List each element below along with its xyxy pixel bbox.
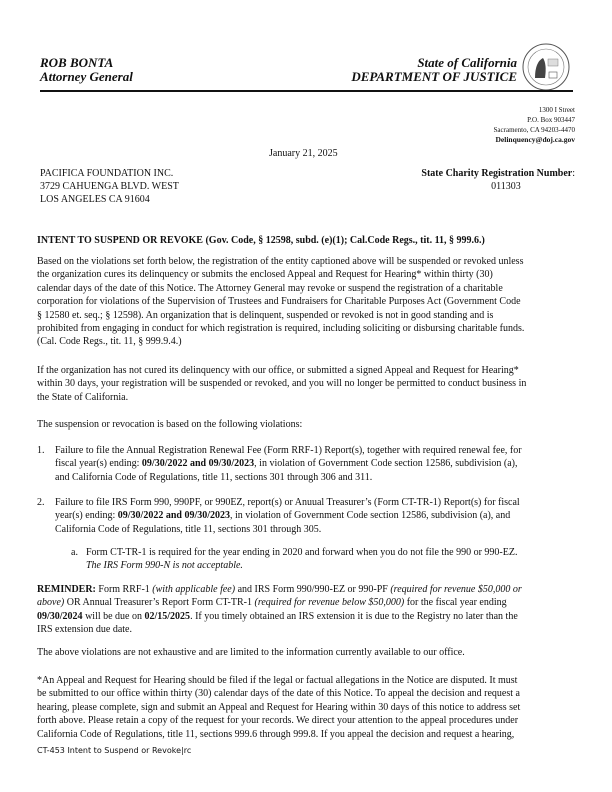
- text-segment: Form CT-TR-1 is required for the year ending in 2020 and forward when you do not file the 990 or 990-EZ.: [86, 547, 518, 558]
- text-segment: for the fiscal year ending: [404, 597, 507, 609]
- paragraph-consequence-line: [37, 378, 526, 390]
- violation-item-2-line: [55, 497, 520, 509]
- text-segment: *An Appeal and Request for Hearing should be filed if the legal or factual allegations in the Notice are disputed. It must: [37, 675, 518, 686]
- text-segment: the organization cures its delinquency or submits the enclosed Appeal and Request for Hearing* within thirty (30): [37, 269, 493, 281]
- paragraph-intro-line: [37, 296, 521, 308]
- reminder-paragraph-line: [37, 611, 518, 623]
- violation-item-1-line: [55, 472, 372, 484]
- office-city: Sacramento, CA 94203-4470: [493, 126, 575, 134]
- text-segment: . If you timely obtained an IRS extension it is due to the Registry no later than the: [190, 610, 518, 622]
- text-segment: REMINDER:: [37, 584, 96, 595]
- office-po-box: P.O. Box 903447: [527, 116, 575, 124]
- text-segment: calendar days of the date of this Notice. The Attorney General may revoke or suspend the registration of a charitable: [37, 282, 503, 294]
- paragraph-consequence-line: [37, 392, 128, 404]
- reminder-paragraph-line: [37, 597, 507, 609]
- text-segment: Based on the violations set forth below, the registration of the entity captioned above will be suspended or revoked unless: [37, 256, 524, 267]
- text-segment: § 12580 et. seq.; § 12598). An organization that is delinquent, suspended or revoked is not in good standing and is: [37, 309, 494, 321]
- appeal-paragraph-line: [37, 729, 514, 741]
- registration-label: [421, 168, 575, 180]
- text-segment: (required for revenue below $50,000): [254, 597, 405, 609]
- appeal-paragraph-line: [37, 702, 520, 714]
- text-segment: and IRS Form 990/990-EZ or 990-PF: [235, 584, 391, 595]
- text-segment: hearing, please complete, sign and submit an Appeal and Request for Hearing within 30 days of this notice to address set: [37, 701, 521, 713]
- reminder-paragraph-line: [37, 624, 132, 636]
- violation-item-1-line: [55, 458, 517, 470]
- text-segment: prohibited from engaging in conduct for which registration is required, including soliciting or disbursing charitable funds.: [37, 323, 525, 334]
- paragraph-intro-line: [37, 310, 493, 322]
- attorney-general-name: ROB BONTA: [40, 55, 114, 70]
- recipient-name: PACIFICA FOUNDATION INC.: [40, 168, 174, 179]
- reminder-paragraph-line: [37, 584, 522, 596]
- text-segment: (required for revenue $50,000 or: [390, 584, 522, 595]
- text-segment: Form RRF-1: [95, 584, 153, 595]
- text-segment: fiscal year(s) ending:: [55, 458, 142, 470]
- text-segment: The suspension or revocation is based on the following violations:: [37, 419, 303, 430]
- recipient-street: 3729 CAHUENGA BLVD. WEST: [40, 181, 179, 192]
- department-name: DEPARTMENT OF JUSTICE: [351, 69, 517, 84]
- paragraph-intro-line: [37, 323, 524, 335]
- office-email-link[interactable]: Delinquency@doj.ca.gov: [495, 135, 575, 144]
- paragraph-intro-line: [37, 283, 503, 295]
- text-segment: will be due on: [82, 610, 145, 622]
- text-segment: 09/30/2024: [37, 610, 83, 622]
- violation-item-2-line: [55, 510, 510, 522]
- list-marker: 1.: [37, 445, 45, 456]
- form-footer: CT-453 Intent to Suspend or Revoke|rc: [37, 746, 192, 755]
- seal-icon: [521, 42, 571, 92]
- paragraph-consequence-line: [37, 365, 519, 377]
- text-segment: California Code of Regulations, title 11, sections 301 through 305.: [55, 523, 322, 535]
- appeal-paragraph-line: [37, 688, 520, 700]
- text-segment: the State of California.: [37, 391, 129, 403]
- text-segment: (with applicable fee): [152, 584, 236, 595]
- paragraph-intro-line: [37, 269, 493, 281]
- state-name: State of California: [417, 55, 517, 70]
- list-marker: 2.: [37, 497, 45, 508]
- paragraph-intro-line: [37, 336, 182, 348]
- paragraph-violations-intro-line: [37, 419, 302, 431]
- text-segment: 09/30/2022 and 09/30/2023: [117, 510, 231, 522]
- paragraph-not-exhaustive-line: [37, 647, 465, 659]
- registration-colon: :: [572, 168, 575, 179]
- notice-heading-line: [37, 235, 485, 247]
- paragraph-intro-line: [37, 256, 523, 268]
- letter-date: January 21, 2025: [269, 148, 338, 159]
- list-marker: a.: [71, 547, 78, 558]
- text-segment: INTENT TO SUSPEND OR REVOKE (Gov. Code, § 12598, subd. (e)(1); Cal.Code Regs., tit. 11, § 999.6.): [37, 235, 485, 246]
- violation-item-2-line: [55, 524, 321, 536]
- appeal-paragraph-line: [37, 675, 517, 687]
- registration-label-text: State Charity Registration Number: [421, 168, 573, 179]
- recipient-city: LOS ANGELES CA 91604: [40, 194, 150, 205]
- text-segment: Failure to file IRS Form 990, 990PF, or 990EZ, report(s) or Anuual Treasurer’s (Form CT-TR-1) Report(s) for fiscal: [55, 497, 520, 508]
- violation-item-1-line: [55, 445, 522, 457]
- text-segment: within 30 days, your registration will be suspended or revoked, and you will no longer be permitted to conduct business in: [37, 378, 527, 390]
- text-segment: and California Code of Regulations, title 11, sections 301 through 306 and 311.: [55, 471, 373, 483]
- text-segment: corporation for violations of the Supervision of Trustees and Fundraisers for Charitable Purposes Act (Government Code: [37, 296, 521, 308]
- text-segment: , in violation of Government Code section 12586, subdivision (a),: [254, 458, 518, 470]
- text-segment: California Code of Regulations, title 11, sections 999.6 through 999.8. If you appeal the decision and request a hearing,: [37, 728, 515, 740]
- text-segment: 09/30/2022 and 09/30/2023: [141, 458, 255, 470]
- text-segment: The IRS Form 990-N is not acceptable.: [86, 560, 243, 572]
- text-segment: forth above. Please retain a copy of the request for your records. We direct your attention to the appeal procedures under: [37, 715, 519, 727]
- office-street: 1300 I Street: [538, 106, 575, 114]
- appeal-paragraph-line: [37, 715, 518, 727]
- attorney-general-title: Attorney General: [40, 69, 133, 84]
- text-segment: IRS extension due date.: [37, 624, 132, 636]
- text-segment: be submitted to our office within thirty (30) calendar days of the date of this Notice. To appeal the decision and request a: [37, 688, 520, 700]
- text-segment: year(s) ending:: [55, 510, 118, 522]
- violation-subitem-a-line: [86, 547, 517, 559]
- text-segment: Failure to file the Annual Registration Renewal Fee (Form RRF-1) Report(s), together with required renewal fee, for: [55, 445, 522, 456]
- text-segment: 02/15/2025: [144, 610, 191, 622]
- text-segment: above): [37, 597, 65, 609]
- text-segment: OR Annual Treasurer’s Report Form CT-TR-1: [64, 597, 255, 609]
- text-segment: (Cal. Code Regs., tit. 11, § 999.9.4.): [37, 336, 182, 348]
- text-segment: , in violation of Government Code section 12586, subdivision (a), and: [230, 510, 511, 522]
- registration-number: 011303: [491, 181, 521, 192]
- header-divider: [40, 90, 573, 92]
- text-segment: The above violations are not exhaustive and are limited to the information currently available to our office.: [37, 647, 465, 658]
- text-segment: If the organization has not cured its delinquency with our office, or submitted a signed Appeal and Request for Hearing*: [37, 365, 519, 376]
- violation-subitem-a-line: [86, 560, 243, 572]
